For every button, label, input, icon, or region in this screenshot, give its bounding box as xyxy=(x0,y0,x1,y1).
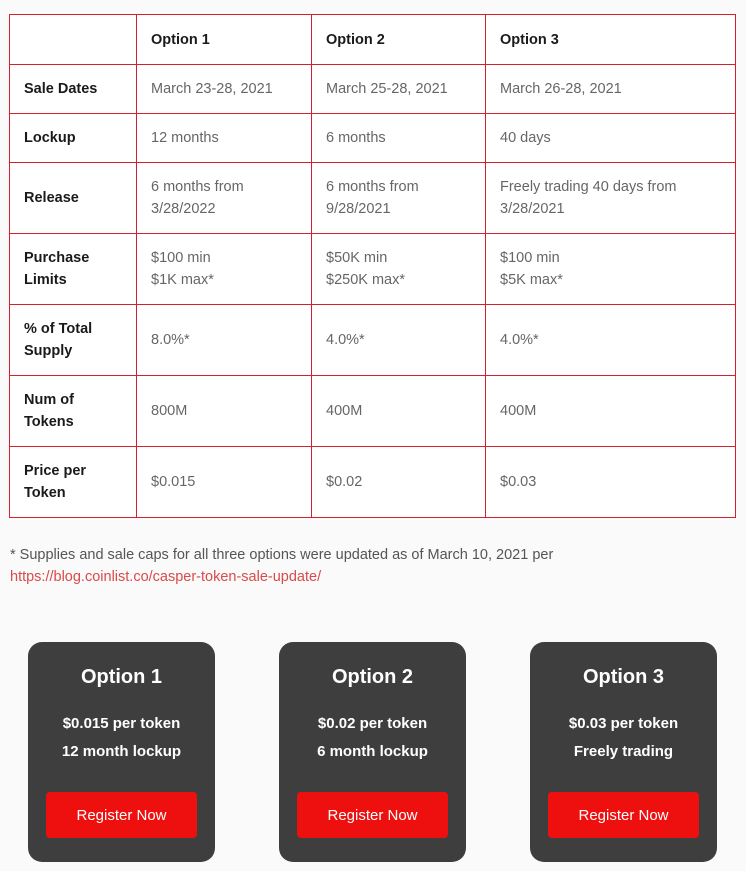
card-price: $0.02 per token xyxy=(317,715,428,732)
token-sale-update-link[interactable]: https://blog.coinlist.co/casper-token-sale-update/ xyxy=(10,569,322,585)
table-cell: March 25-28, 2021 xyxy=(312,65,486,114)
table-row-num-tokens xyxy=(10,376,736,447)
card-detail: 6 month lockup xyxy=(317,743,428,760)
table-cell: 6 months xyxy=(312,114,486,163)
table-row-release xyxy=(10,163,736,234)
table-header-row xyxy=(10,15,736,65)
table-cell: March 23-28, 2021 xyxy=(137,65,312,114)
register-option-2-button[interactable]: Register Now xyxy=(297,792,448,838)
table-cell: March 26-28, 2021 xyxy=(486,65,736,114)
header-option-1: Option 1 xyxy=(137,15,312,65)
option-2-card xyxy=(279,642,466,862)
table-cell: $0.02 xyxy=(312,447,486,518)
table-cell: 40 days xyxy=(486,114,736,163)
table-row-total-supply xyxy=(10,305,736,376)
table-cell: 6 months from 3/28/2022 xyxy=(137,163,312,234)
token-sale-table xyxy=(9,14,736,518)
row-label: Lockup xyxy=(10,114,137,163)
header-option-3: Option 3 xyxy=(486,15,736,65)
table-cell: $100 min $1K max* xyxy=(137,234,312,305)
table-cell: 400M xyxy=(486,376,736,447)
table-cell: 8.0%* xyxy=(137,305,312,376)
row-label: % of Total Supply xyxy=(10,305,137,376)
table-cell: Freely trading 40 days from 3/28/2021 xyxy=(486,163,736,234)
table-cell: 6 months from 9/28/2021 xyxy=(312,163,486,234)
table-cell: $50K min $250K max* xyxy=(312,234,486,305)
register-option-3-button[interactable]: Register Now xyxy=(548,792,699,838)
footnote-text: * Supplies and sale caps for all three options were updated as of March 10, 2021 per xyxy=(10,547,554,563)
card-title: Option 1 xyxy=(80,666,163,688)
table-row-lockup xyxy=(10,114,736,163)
option-3-card xyxy=(530,642,717,862)
table-row-price-per-token xyxy=(10,447,736,518)
table-cell: 800M xyxy=(137,376,312,447)
card-title: Option 2 xyxy=(331,666,414,688)
card-price: $0.015 per token xyxy=(62,715,181,732)
row-label: Release xyxy=(10,163,137,234)
row-label: Purchase Limits xyxy=(10,234,137,305)
table-row-sale-dates xyxy=(10,65,736,114)
card-detail: Freely trading xyxy=(573,743,674,760)
card-title: Option 3 xyxy=(582,666,665,688)
header-option-2: Option 2 xyxy=(312,15,486,65)
footnote xyxy=(10,544,730,588)
table-cell: $100 min $5K max* xyxy=(486,234,736,305)
header-cell-empty xyxy=(10,15,137,65)
table-cell: $0.03 xyxy=(486,447,736,518)
table-cell: 12 months xyxy=(137,114,312,163)
table-cell: 400M xyxy=(312,376,486,447)
row-label: Num of Tokens xyxy=(10,376,137,447)
table-cell: 4.0%* xyxy=(312,305,486,376)
table-row-purchase-limits xyxy=(10,234,736,305)
register-option-1-button[interactable]: Register Now xyxy=(46,792,197,838)
table-cell: 4.0%* xyxy=(486,305,736,376)
card-detail: 12 month lockup xyxy=(61,743,182,760)
option-1-card xyxy=(28,642,215,862)
row-label: Sale Dates xyxy=(10,65,137,114)
table-cell: $0.015 xyxy=(137,447,312,518)
card-price: $0.03 per token xyxy=(568,715,679,732)
row-label: Price per Token xyxy=(10,447,137,518)
